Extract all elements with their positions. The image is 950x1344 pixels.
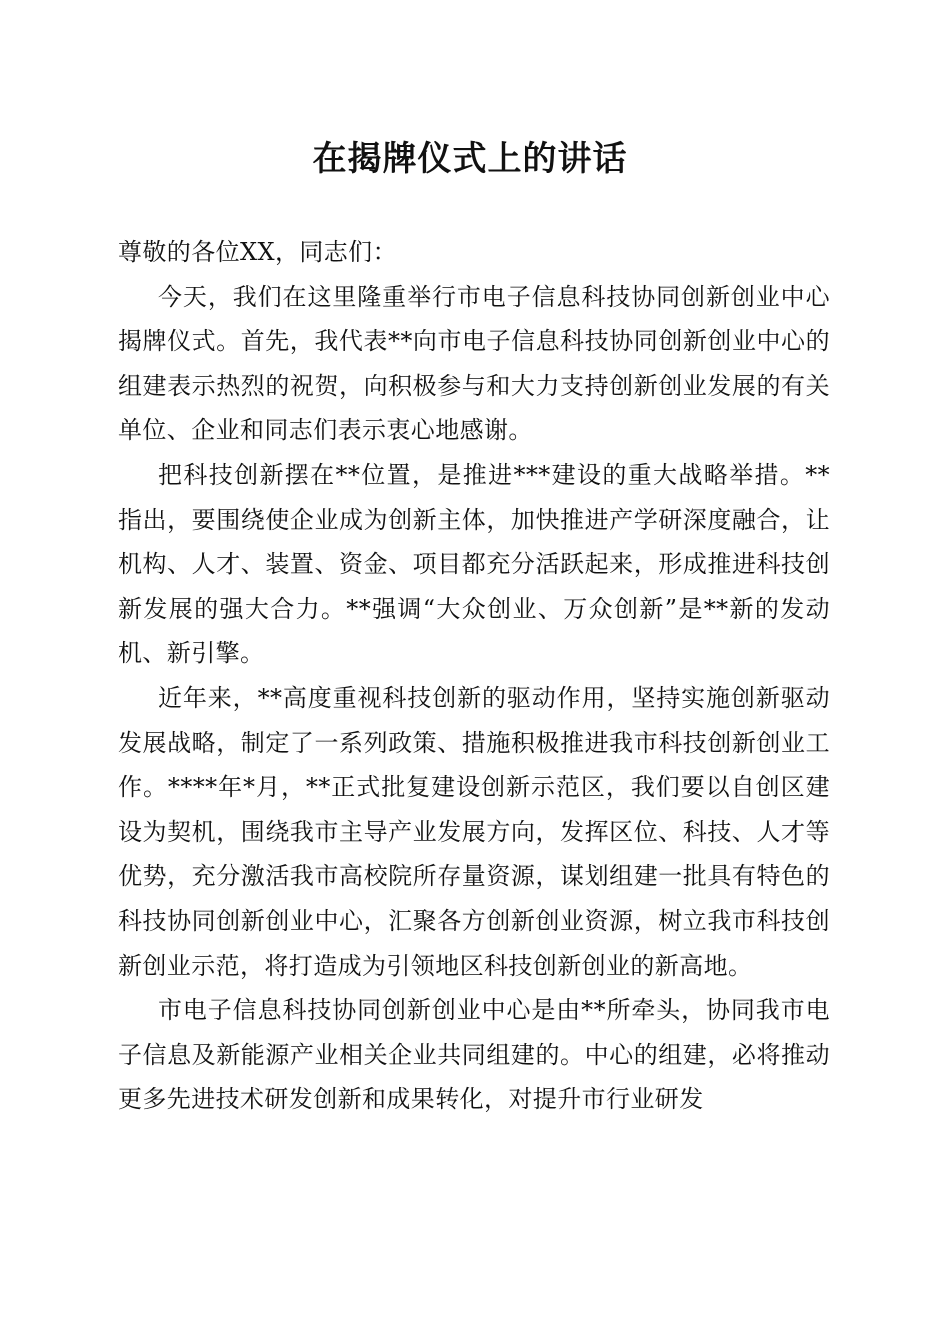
speech-body [118, 230, 830, 1122]
salutation: 尊敬的各位XX，同志们： [118, 238, 397, 266]
paragraph-strategy: 把科技创新摆在**位置，是推进***建设的重大战略举措。**指出，要围绕使企业成为创新主体，加快推进产学研深度融合，让机构、人才、装置、资金、项目都充分活跃起来，形成推进科技创新发展的强大合力。**强调“大众创业、万众创新”是**新的发动机、新引擎。 [118, 460, 830, 668]
page-title: 在揭牌仪式上的讲话 [312, 139, 628, 179]
paragraph-opening: 今天，我们在这里隆重举行市电子信息科技协同创新创业中心揭牌仪式。首先，我代表**向市电子信息科技协同创新创业中心的组建表示热烈的祝贺，向积极参与和大力支持创新创业发展的有关单位、企业和同志们表示衷心地感谢。 [118, 282, 830, 445]
paragraph-center: 市电子信息科技协同创新创业中心是由**所牵头，协同我市电子信息及新能源产业相关企业共同组建的。中心的组建，必将推动更多先进技术研发创新和成果转化，对提升市行业研发 [118, 996, 830, 1114]
paragraph-recent-years: 近年来，**高度重视科技创新的驱动作用，坚持实施创新驱动发展战略，制定了一系列政策、措施积极推进我市科技创新创业工作。****年*月，**正式批复建设创新示范区，我们要以自创区建设为契机，围绕我市主导产业发展方向，发挥区位、科技、人才等优势，充分激活我市高校院所存量资源，谋划组建一批具有特色的科技协同创新创业中心，汇聚各方创新创业资源，树立我市科技创新创业示范，将打造成为引领地区科技创新创业的新高地。 [118, 683, 830, 980]
